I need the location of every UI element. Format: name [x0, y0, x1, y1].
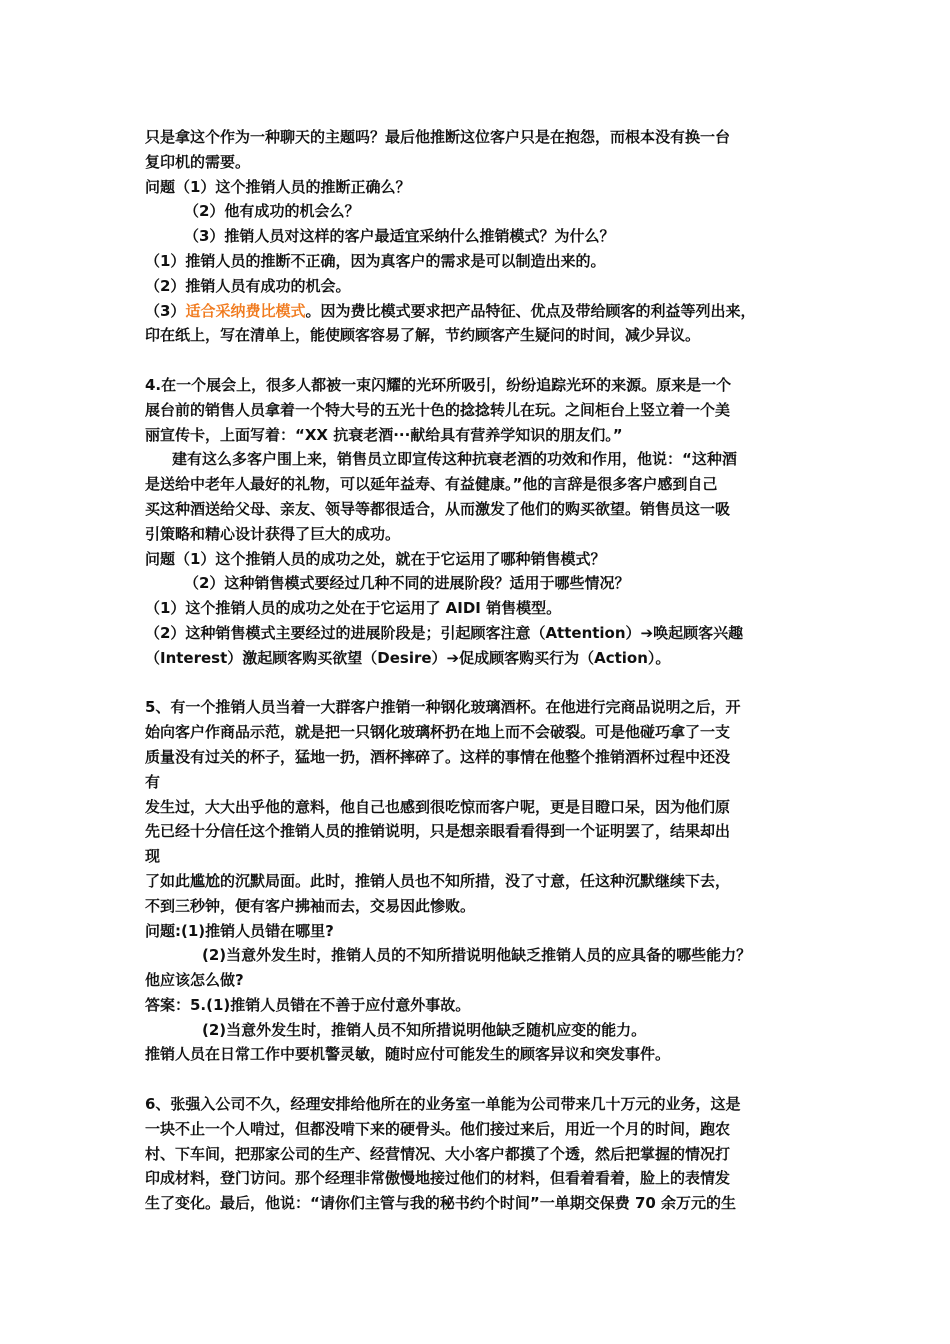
answer-line — [145, 299, 810, 324]
paragraph-line: 买这种酒送给父母、亲友、领导等都很适合，从而激发了他们的购买欲望。销售员这一吸 — [145, 499, 731, 518]
answer-line: （1）推销人员的推断不正确，因为真客户的需求是可以制造出来的。 — [145, 251, 606, 270]
paragraph-line: 5、有一个推销人员当着一大群客户推销一种钢化玻璃酒杯。在他进行完商品说明之后，开 — [145, 698, 741, 717]
paragraph-line: 质量没有过关的杯子，猛地一扔，酒杯摔碎了。这样的事情在他整个推销酒杯过程中还没 — [145, 747, 731, 766]
answer-line: （2）这种销售模式主要经过的进展阶段是；引起顾客注意（Attention）➔唤起顾客兴趣 — [145, 623, 744, 642]
question-line: 问题（1）这个推销人员的成功之处，就在于它运用了哪种销售模式？ — [145, 549, 606, 568]
answer-prefix: （3） — [145, 301, 186, 320]
paragraph-line: 6、张强入公司不久，经理安排给他所在的业务室一单能为公司带来几十万元的业务，这是 — [145, 1095, 741, 1114]
answer-line: （2）推销人员有成功的机会。 — [145, 276, 351, 295]
paragraph-line: 生了变化。最后，他说：“请你们主管与我的秘书约个时间”一单期交保费 70 余万元的生 — [145, 1194, 737, 1213]
paragraph-line: 发生过，大大出乎他的意料，他自己也感到很吃惊而客户呢，更是目瞪口呆，因为他们原 — [145, 797, 731, 816]
paragraph-line: 丽宣传卡，上面写着：“XX 抗衰老酒···献给具有营养学知识的朋友们。” — [145, 425, 623, 444]
paragraph-line: 村、下车间，把那家公司的生产、经营情况、大小客户都摸了个透，然后把掌握的情况打 — [145, 1144, 731, 1163]
paragraph-line: 了如此尴尬的沉默局面。此时，推销人员也不知所措，没了寸意，任这种沉默继续下去， — [145, 871, 731, 890]
paragraph-line: 有 — [145, 772, 161, 791]
paragraph-line: 展台前的销售人员拿着一个特大号的五光十色的捻捻转儿在玩。之间柜台上竖立着一个美 — [145, 400, 731, 419]
paragraph-line: 不到三秒钟，便有客户拂袖而去，交易因此惨败。 — [145, 896, 476, 915]
paragraph-line: 先已经十分信任这个推销人员的推销说明，只是想亲眼看看得到一个证明罢了，结果却出 — [145, 822, 731, 841]
answer-line: （Interest）激起顾客购买欲望（Desire）➔促成顾客购买行为（Action）。 — [145, 648, 671, 667]
question-line: （2）他有成功的机会么？ — [184, 202, 360, 221]
paragraph-line: 4.在一个展会上，很多人都被一束闪耀的光环所吸引，纷纷追踪光环的来源。原来是一个 — [145, 375, 732, 394]
paragraph-line: 是送给中老年人最好的礼物，可以延年益寿、有益健康。”他的言辞是很多客户感到自己 — [145, 475, 718, 494]
spacer — [145, 1067, 810, 1092]
paragraph-line: 建有这么多客户围上来，销售员立即宣传这种抗衰老酒的功效和作用，他说：“这种酒 — [172, 450, 737, 469]
highlighted-answer: 适合采纳费比模式 — [185, 301, 306, 320]
spacer — [145, 348, 810, 373]
spacer — [145, 671, 810, 696]
question-line: 问题（1）这个推销人员的推断正确么？ — [145, 177, 411, 196]
question-line: （3）推销人员对这样的客户最适宜采纳什么推销模式？为什么？ — [184, 227, 615, 246]
document-page — [145, 125, 810, 1216]
answer-line: （1）这个推销人员的成功之处在于它运用了 AIDI 销售模型。 — [145, 599, 562, 618]
paragraph-line: 只是拿这个作为一种聊天的主题吗？最后他推断这位客户只是在抱怨，而根本没有换一台 — [145, 128, 731, 146]
question-line: 问题:(1)推销人员错在哪里? — [145, 921, 334, 940]
answer-text: 。因为费比模式要求把产品特征、优点及带给顾客的利益等列出来， — [305, 301, 756, 320]
paragraph-line: 一块不止一个人啃过，但都没啃下来的硬骨头。他们接过来后，用近一个月的时间，跑农 — [145, 1119, 731, 1138]
paragraph-line: 始向客户作商品示范，就是把一只钢化玻璃杯扔在地上而不会破裂。可是他碰巧拿了一支 — [145, 723, 731, 742]
paragraph-line: 印成材料，登门访问。那个经理非常傲慢地接过他们的材料，但看着看着，脸上的表情发 — [145, 1169, 731, 1188]
answer-line: 答案：5.(1)推销人员错在不善于应付意外事故。 — [145, 995, 471, 1014]
paragraph-line: 现 — [145, 847, 161, 866]
answer-line: 推销人员在日常工作中要机警灵敏，随时应付可能发生的顾客异议和突发事件。 — [145, 1045, 671, 1064]
paragraph-line: 引策略和精心设计获得了巨大的成功。 — [145, 524, 401, 543]
answer-line: (2)当意外发生时，推销人员不知所措说明他缺乏随机应变的能力。 — [202, 1020, 647, 1039]
answer-line: 印在纸上，写在清单上，能使顾客容易了解，节约顾客产生疑问的时间，减少异议。 — [145, 326, 701, 345]
question-line: (2)当意外发生时，推销人员的不知所措说明他缺乏推销人员的应具备的哪些能力？ — [202, 946, 752, 965]
question-line: 他应该怎么做? — [145, 971, 244, 990]
paragraph-line: 复印机的需要。 — [145, 152, 251, 171]
question-line: （2）这种销售模式要经过几种不同的进展阶段？适用于哪些情况？ — [184, 574, 630, 593]
